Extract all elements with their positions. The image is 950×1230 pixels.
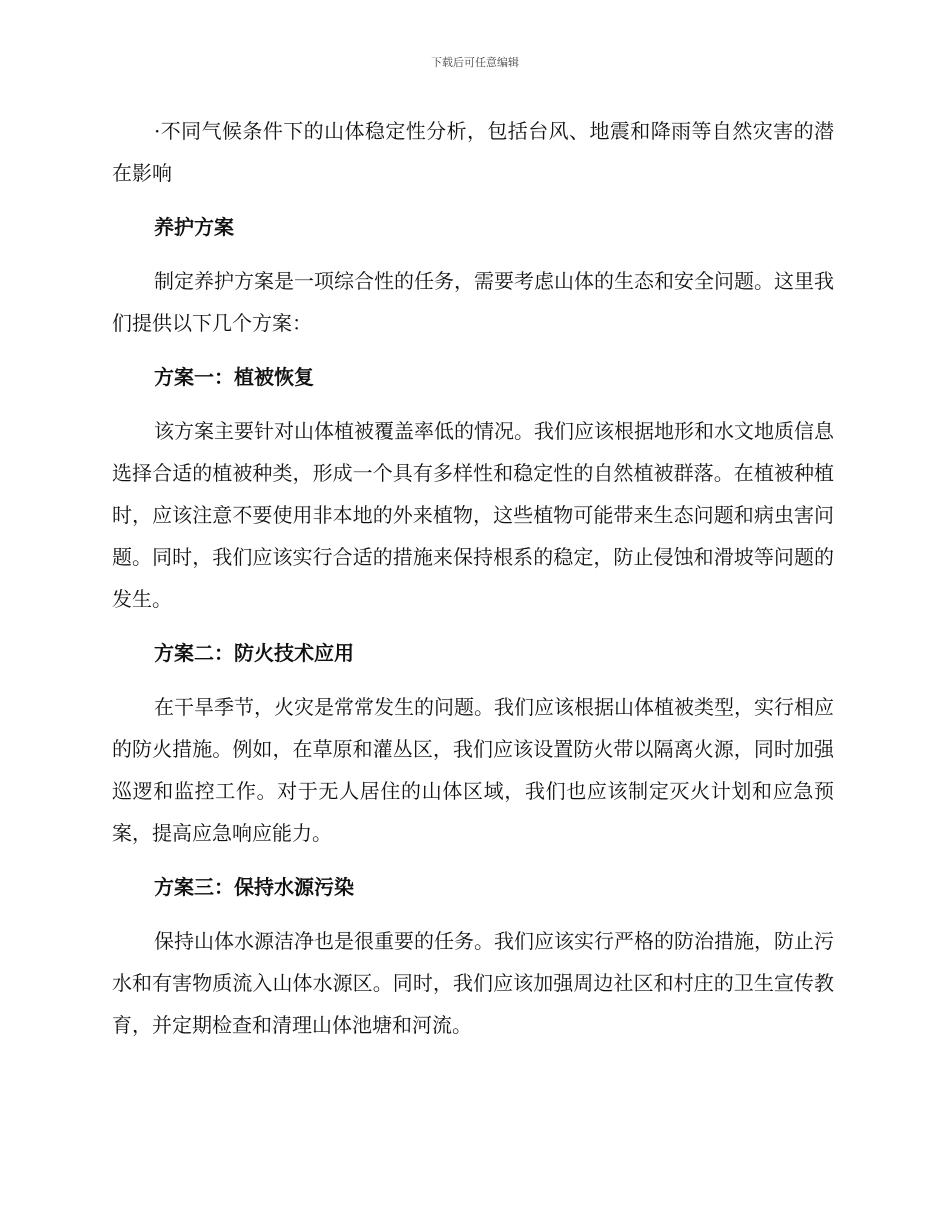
- page-header: 下载后可任意编辑: [431, 56, 519, 69]
- section-heading-maintenance-plan: 养护方案: [154, 215, 234, 239]
- paragraph-plan-one: 该方案主要针对山体植被覆盖率低的情况。我们应该根据地形和水文地质信息选择合适的植被种类，形成一个具有多样性和稳定性的自然植被群落。在植被种植时，应该注意不要使用非本地的外来植物，这些植物可能带来生态问题和病虫害问题。同时，我们应该实行合适的措施来保持根系的稳定，防止侵蚀和滑坡等问题的发生。: [112, 419, 834, 611]
- paragraph-intro: 制定养护方案是一项综合性的任务，需要考虑山体的生态和安全问题。这里我们提供以下几个方案：: [112, 269, 834, 335]
- heading-plan-three: 方案三：保持水源污染: [154, 875, 354, 899]
- document-body: [112, 110, 834, 1058]
- heading-plan-one: 方案一：植被恢复: [154, 365, 314, 389]
- bullet-paragraph-climate-analysis: ·不同气候条件下的山体稳定性分析，包括台风、地震和降雨等自然灾害的潜在影响: [112, 119, 834, 185]
- paragraph-plan-two: 在干旱季节，火灾是常常发生的问题。我们应该根据山体植被类型，实行相应的防火措施。例如，在草原和灌丛区，我们应该设置防火带以隔离火源，同时加强巡逻和监控工作。对于无人居住的山体区域，我们也应该制定灭火计划和应急预案，提高应急响应能力。: [112, 695, 834, 845]
- heading-plan-two: 方案二：防火技术应用: [154, 641, 354, 665]
- paragraph-plan-three: 保持山体水源洁净也是很重要的任务。我们应该实行严格的防治措施，防止污水和有害物质流入山体水源区。同时，我们应该加强周边社区和村庄的卫生宣传教育，并定期检查和清理山体池塘和河流。: [112, 929, 834, 1037]
